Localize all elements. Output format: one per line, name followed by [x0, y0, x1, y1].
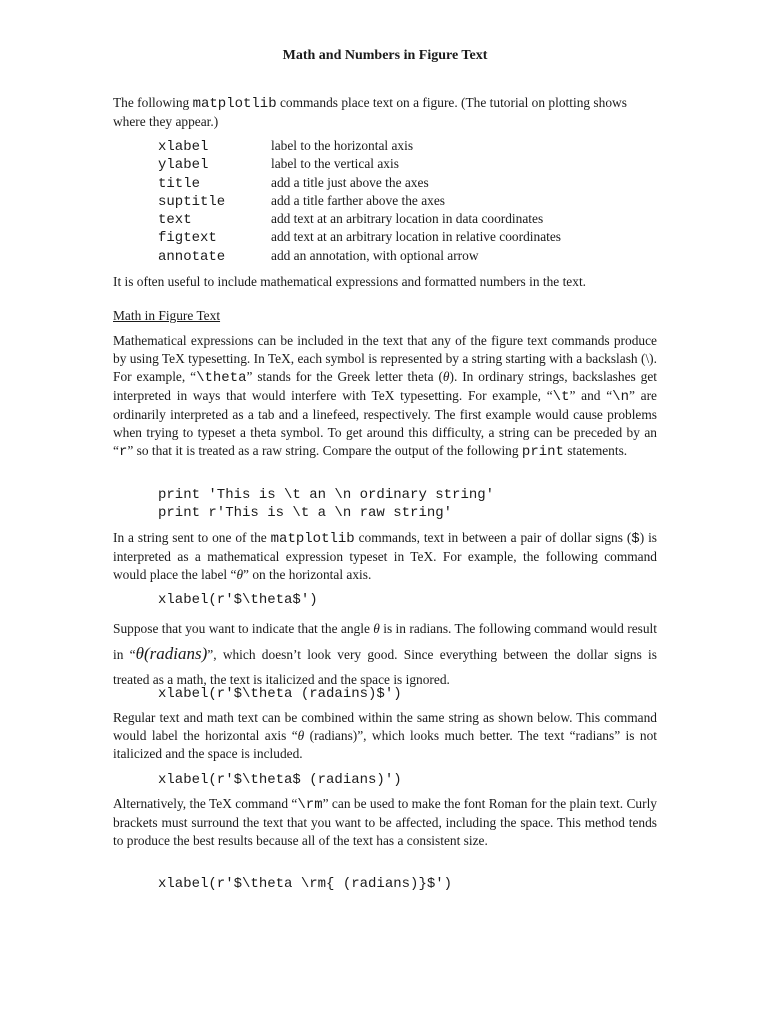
section-heading: Math in Figure Text [113, 308, 221, 323]
code-line: xlabel(r'$\theta (radains)$') [158, 686, 402, 702]
code-line: print 'This is \t an \n ordinary string' [158, 487, 495, 503]
roman-paragraph: Alternatively, the TeX command “\rm” can be used to make the font Roman for the plain text. Curly brackets must surround the text that you want to be affected, including the space. This method tends to produce the best results because all of the text has a consistent size. [113, 796, 657, 848]
command-description: label to the horizontal axis [271, 138, 414, 153]
dollar-paragraph: In a string sent to one of the matplotlib commands, text in between a pair of dollar signs ($) is interpreted as a mathematical expression typeset in TeX. For example, the following command would place the label “θ” on the horizontal axis. [113, 530, 657, 582]
command-table [158, 137, 561, 265]
theta-symbol: θ [373, 621, 380, 636]
theta-symbol: θ [442, 369, 450, 384]
theta-symbol: θ [236, 567, 244, 582]
useful-paragraph: It is often useful to include mathematical expressions and formatted numbers in the text. [113, 274, 587, 289]
intro-paragraph: The following matplotlib commands place text on a figure. (The tutorial on plotting shows where they appear.) [113, 95, 627, 129]
command-name: suptitle [158, 193, 226, 210]
command-name: ylabel [158, 157, 209, 174]
inline-code: $ [631, 531, 640, 547]
command-description: add text at an arbitrary location in relative coordinates [271, 229, 562, 245]
inline-code: \rm [297, 797, 323, 813]
inline-code: print [521, 444, 564, 460]
command-row [158, 247, 561, 265]
command-row [158, 174, 561, 192]
command-name: xlabel [158, 139, 209, 155]
code-line: xlabel(r'$\theta \rm{ (radians)}$') [158, 876, 453, 892]
command-row [158, 137, 561, 155]
command-row [158, 192, 561, 210]
theta-symbol: θ [297, 728, 305, 743]
command-description: add an annotation, with optional arrow [271, 247, 479, 263]
command-name: text [158, 212, 192, 229]
command-name: annotate [158, 248, 226, 265]
command-name: figtext [158, 230, 217, 247]
inline-code: r [118, 444, 128, 460]
code-line: xlabel(r'$\theta$') [158, 592, 318, 608]
inline-code: matplotlib [192, 96, 277, 112]
command-description: add a title farther above the axes [271, 192, 445, 208]
radians-paragraph: Suppose that you want to indicate that the angle θ is in radians. The following command would result in “θ(radians)”, which doesn’t look very good. Since everything between the dollar signs is treated as a math, the text is italicized and the space is ignored. [113, 621, 657, 687]
math-expression: θ(radians) [135, 644, 208, 663]
inline-code: \theta [196, 370, 247, 386]
combined-paragraph: Regular text and math text can be combined within the same string as shown below. This command would label the horizontal axis “θ (radians)”, which looks much better. The text “radians” is not italicized and the space is included. [113, 710, 657, 761]
inline-code: matplotlib [270, 531, 355, 547]
inline-code: \n [612, 389, 629, 405]
inline-code: \t [552, 389, 570, 405]
math-paragraph: Mathematical expressions can be included in the text that any of the figure text commands produce by using TeX typesetting. In TeX, each symbol is represented by a string starting with a backslash (\). For example, “\theta” stands for the Greek letter theta (θ). In ordinary strings, backslashes get interpreted in ways that would interfere with TeX typesetting. For example, “\t” and “\n” are ordinarily interpreted as a tab and a linefeed, respectively. The first example would cause problems when trying to typeset a theta symbol. To get around this difficulty, a string can be preceded by an “r” so that it is treated as a raw string. Compare the output of the following print statements. [113, 333, 658, 460]
command-description: add a title just above the axes [271, 174, 429, 190]
code-line: print r'This is \t a \n raw string' [158, 505, 453, 521]
code-line: xlabel(r'$\theta$ (radians)') [158, 772, 402, 788]
command-row [158, 228, 561, 246]
command-row [158, 210, 561, 228]
command-row [158, 155, 561, 173]
command-description: label to the vertical axis [271, 156, 399, 172]
command-description: add text at an arbitrary location in data coordinates [271, 211, 544, 227]
page-title: Math and Numbers in Figure Text [282, 48, 488, 63]
command-name: title [158, 175, 201, 192]
